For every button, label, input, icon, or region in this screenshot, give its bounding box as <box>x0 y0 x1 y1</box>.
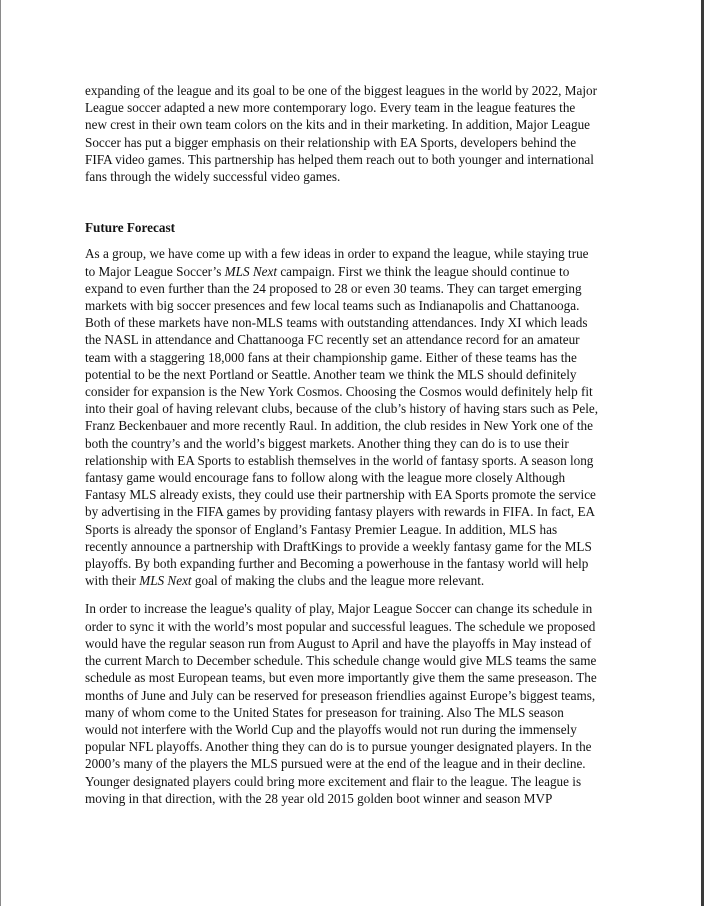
text-line: team with a staggering 18,000 fans at their championship game. Either of these teams has the <box>85 349 577 365</box>
forecast-paragraph <box>85 245 619 589</box>
text-line: 2000’s many of the players the MLS pursued were at the end of the league and in their decline. <box>85 756 586 772</box>
italic-campaign-name: MLS Next <box>224 263 278 279</box>
text-line: moving in that direction, with the 28 year old 2015 golden boot winner and season MVP <box>85 790 553 806</box>
text-segment: campaign. First we think the league should continue to <box>277 263 570 279</box>
text-line: fans through the widely successful video games. <box>85 169 341 185</box>
text-line: In order to increase the league's quality of play, Major League Soccer can change its schedule in <box>85 601 593 617</box>
text-line: markets with big soccer presences and few local teams such as Indianapolis and Chattanooga. <box>85 298 580 314</box>
text-line: would not interfere with the World Cup and the playoffs would not run during the immensely <box>85 721 577 737</box>
text-line: relationship with EA Sports to establish themselves in the world of fantasy sports. A season long <box>85 452 594 468</box>
text-line: new crest in their own team colors on the kits and in their marketing. In addition, Major League <box>85 117 591 133</box>
text-line <box>85 572 619 589</box>
page-left-edge <box>0 0 1 906</box>
text-line: by advertising in the FIFA games by providing fantasy players with rewards in FIFA. In fact, EA <box>85 504 596 520</box>
text-line <box>85 263 619 280</box>
text-line: Both of these markets have non-MLS teams with outstanding attendances. Indy XI which leads <box>85 315 588 331</box>
text-line: schedule as most European teams, but even more importantly give them the same preseason. The <box>85 670 597 686</box>
text-line: fantasy game would encourage fans to follow along with the league more closely Although <box>85 470 566 486</box>
text-line: order to sync it with the world’s most popular and successful leagues. The schedule we proposed <box>85 618 596 634</box>
text-line: consider for expansion is the New York Cosmos. Choosing the Cosmos would definitely help fit <box>85 384 593 400</box>
text-line: As a group, we have come up with a few ideas in order to expand the league, while staying true <box>85 246 589 262</box>
page-content <box>85 82 619 807</box>
section-heading: Future Forecast <box>85 220 175 236</box>
text-line: would have the regular season run from August to April and have the playoffs in May instead of <box>85 635 592 651</box>
text-line: League soccer adapted a new more contemporary logo. Every team in the league features the <box>85 100 576 116</box>
text-line: expand to even further than the 24 proposed to 28 or even 30 teams. They can target emerging <box>85 280 582 296</box>
text-line: playoffs. By both expanding further and Becoming a powerhouse in the fantasy world will help <box>85 556 589 572</box>
text-line: months of June and July can be reserved for preseason friendlies against Europe’s biggest teams, <box>85 687 596 703</box>
text-line: Sports is already the sponsor of England’s Fantasy Premier League. In addition, MLS has <box>85 521 558 537</box>
text-line: Soccer has put a bigger emphasis on their relationship with EA Sports, developers behind the <box>85 134 577 150</box>
text-line: potential to be the next Portland or Seattle. Another team we think the MLS should definitely <box>85 366 577 382</box>
text-line: FIFA video games. This partnership has helped them reach out to both younger and international <box>85 151 594 167</box>
text-segment: goal of making the clubs and the league more relevant. <box>191 573 485 589</box>
text-line: the current March to December schedule. This schedule change would give MLS teams the same <box>85 653 597 669</box>
text-line: many of whom come to the United States for preseason for training. Also The MLS season <box>85 704 564 720</box>
text-line: the NASL in attendance and Chattanooga FC recently set an attendance record for an amateur <box>85 332 580 348</box>
intro-paragraph <box>85 82 619 185</box>
text-line: expanding of the league and its goal to be one of the biggest leagues in the world by 2022, Major <box>85 83 597 98</box>
text-line: Younger designated players could bring more excitement and flair to the league. The league is <box>85 773 582 789</box>
schedule-paragraph <box>85 600 619 806</box>
text-segment: to Major League Soccer’s <box>85 263 225 279</box>
text-line: Fantasy MLS already exists, they could use their partnership with EA Sports promote the service <box>85 487 596 503</box>
text-line: into their goal of having relevant clubs, because of the club’s history of having stars such as Pele, <box>85 401 599 417</box>
text-line: Franz Beckenbauer and more recently Raul. In addition, the club resides in New York one of the <box>85 418 593 434</box>
text-segment: with their <box>85 573 140 589</box>
text-line: recently announce a partnership with DraftKings to provide a weekly fantasy game for the MLS <box>85 538 592 554</box>
text-line: both the country’s and the world’s biggest markets. Another thing they can do is to use their <box>85 435 569 451</box>
text-line: popular NFL playoffs. Another thing they can do is to pursue younger designated players. In the <box>85 739 592 755</box>
italic-campaign-name: MLS Next <box>139 573 192 589</box>
